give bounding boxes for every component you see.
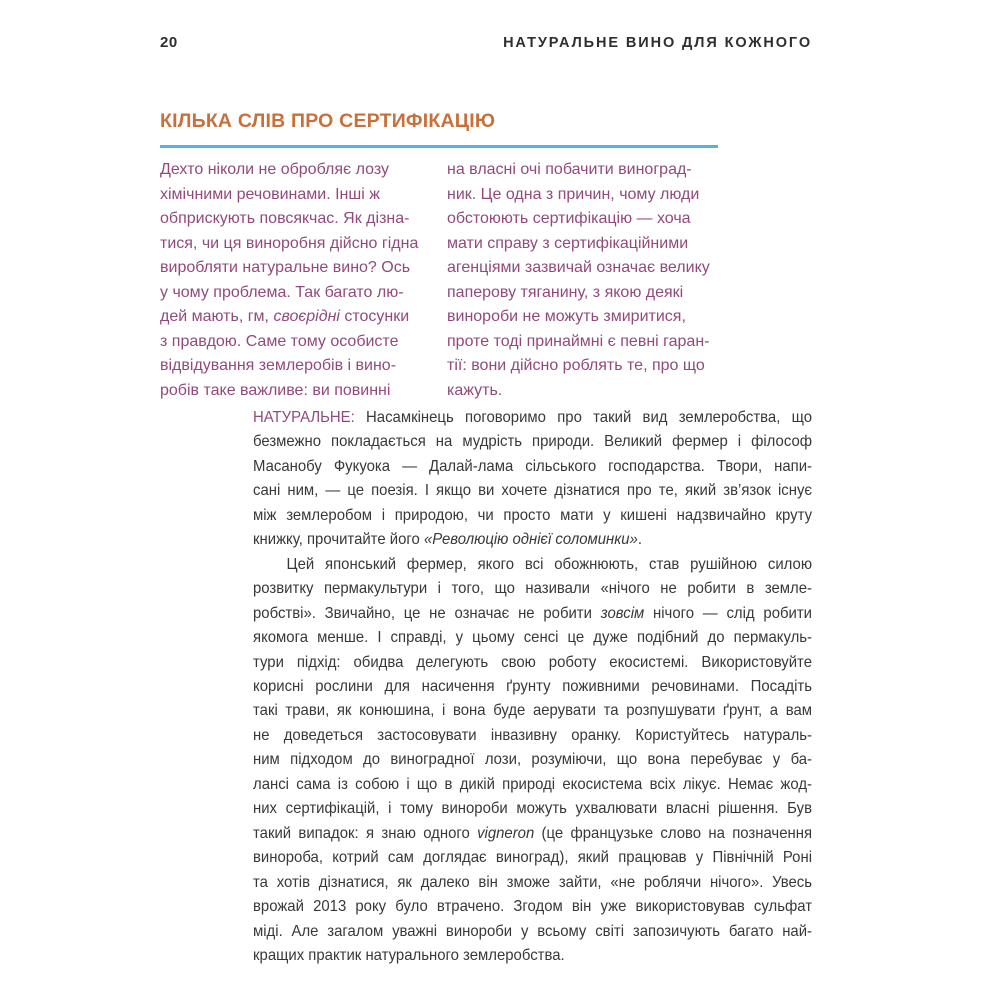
text-line: винороби не можуть змиритися, [447,308,686,325]
text-line: тії: вони дійсно роблять те, про що [447,357,705,374]
text-line: відвідування землеробів і вино- [160,357,397,374]
text-line: тися, чи ця виноробня дійсно гідна [160,234,419,252]
running-title: НАТУРАЛЬНЕ ВИНО ДЛЯ КОЖНОГО [503,35,812,51]
lead-word: НАТУРАЛЬНЕ: [253,409,355,426]
paragraph-fukuoka [253,553,812,969]
text-line: лансі сама із собою і що в дикій природі екосистема всіх лікує. Немає жод- [253,775,813,793]
text-line: такі трави, як конюшина, і вона буде аерувати та розпушувати ґрунт, а вам [253,702,813,720]
text-line: не доведеться застосовувати інвазивну оранку. Користуйтесь натураль- [253,726,813,744]
text-line: Масанобу Фукуока — Далай-лама сільського господарства. Твори, напи- [253,457,813,475]
text-line: книжку, прочитайте його «Революцію однієї соломинки». [253,531,642,549]
text-line: Дехто ніколи не обробляє лозу [160,161,390,178]
text-line: обприскують повсякчас. Як дізна- [160,210,410,227]
text-line: сані ним, — це поезія. І якщо ви хочете дізнатися про те, який зв’язок існує [253,482,813,500]
text-line: якомога менше. І справді, у цьому сенсі це дуже подібний до пермакуль- [253,629,813,647]
text-line: робів таке важливе: ви повинні [160,381,391,399]
section-heading: КІЛЬКА СЛІВ ПРО СЕРТИФІКАЦІЮ [160,110,496,132]
section-rule [160,145,718,148]
text-line: виробляти натуральне вино? Ось [160,259,411,276]
text-line: робстві». Звичайно, це не означає не робити зовсім нічого — слід робити [253,604,813,622]
text-line: паперову тяганину, з якою деякі [447,283,684,301]
paragraph-natural [253,406,812,553]
text-line: Цей японський фермер, якого всі обожнюють, став рушійною силою [286,555,813,573]
text-line: кращих практик натурального землеробства. [253,946,565,964]
text-line: винороба, котрий сам доглядає виноград), який працював у Північній Роні [253,849,813,867]
text-line: агенціями зазвичай означає велику [447,259,710,276]
text-line: ник. Це одна з причин, чому люди [447,185,700,203]
page-number: 20 [160,34,178,51]
text-line: корисні рослини для насичення ґрунту поживними речовинами. Посадіть [253,677,813,695]
text-line: тури підхід: обидва делегують свою роботу екосистемі. Використовуйте [253,653,813,671]
running-header [160,34,812,51]
note-columns [160,158,760,403]
text-line: міді. Але загалом уважні винороби у всьому світі запозичують багато най- [253,922,813,940]
text-line: безмежно покладається на мудрість природи. Великий фермер і філософ [253,433,813,451]
text-line: них сертифікацій, і тому винороби можуть ухвалювати власні рішення. Був [253,800,813,818]
note-column-right [447,158,729,403]
text-line: розвитку пермакультури і того, що називали «нічого не робити в земле- [253,580,813,598]
text-line: кажуть. [447,381,503,399]
text-line: обстоюють сертифікацію — хоча [447,210,691,227]
text-line: з правдою. Саме тому особисте [160,332,399,350]
text-line: ним підходом до виноградної лози, розуміючи, що вона перебуває у ба- [253,751,813,769]
text-line: та хотів дізнатися, як далеко він зможе зайти, «не роблячи нічого». Увесь [253,873,813,891]
text-line: у чому проблема. Так багато лю- [160,283,404,301]
text-line: НАТУРАЛЬНЕ: Насамкінець поговоримо про такий вид землеробства, що [253,409,813,426]
text-line: проте тоді принаймні є певні гаран- [447,332,710,350]
text-line: між землеробом і природою, чи просто мати у кишені надзвичайно круту [253,506,813,524]
body-text [253,406,812,968]
text-line: на власні очі побачити виноград- [447,161,692,178]
text-line: такий випадок: я знаю одного vigneron (це французьке слово на позначення [253,824,813,842]
note-column-left [160,158,419,403]
text-line: врожай 2013 року було втрачено. Згодом він уже використовував сульфат [253,898,813,916]
text-line: хімічними речовинами. Інші ж [160,185,380,203]
text-line: дей мають, гм, своєрідні стосунки [160,308,410,325]
text-line: мати справу з сертифікаційними [447,234,689,252]
